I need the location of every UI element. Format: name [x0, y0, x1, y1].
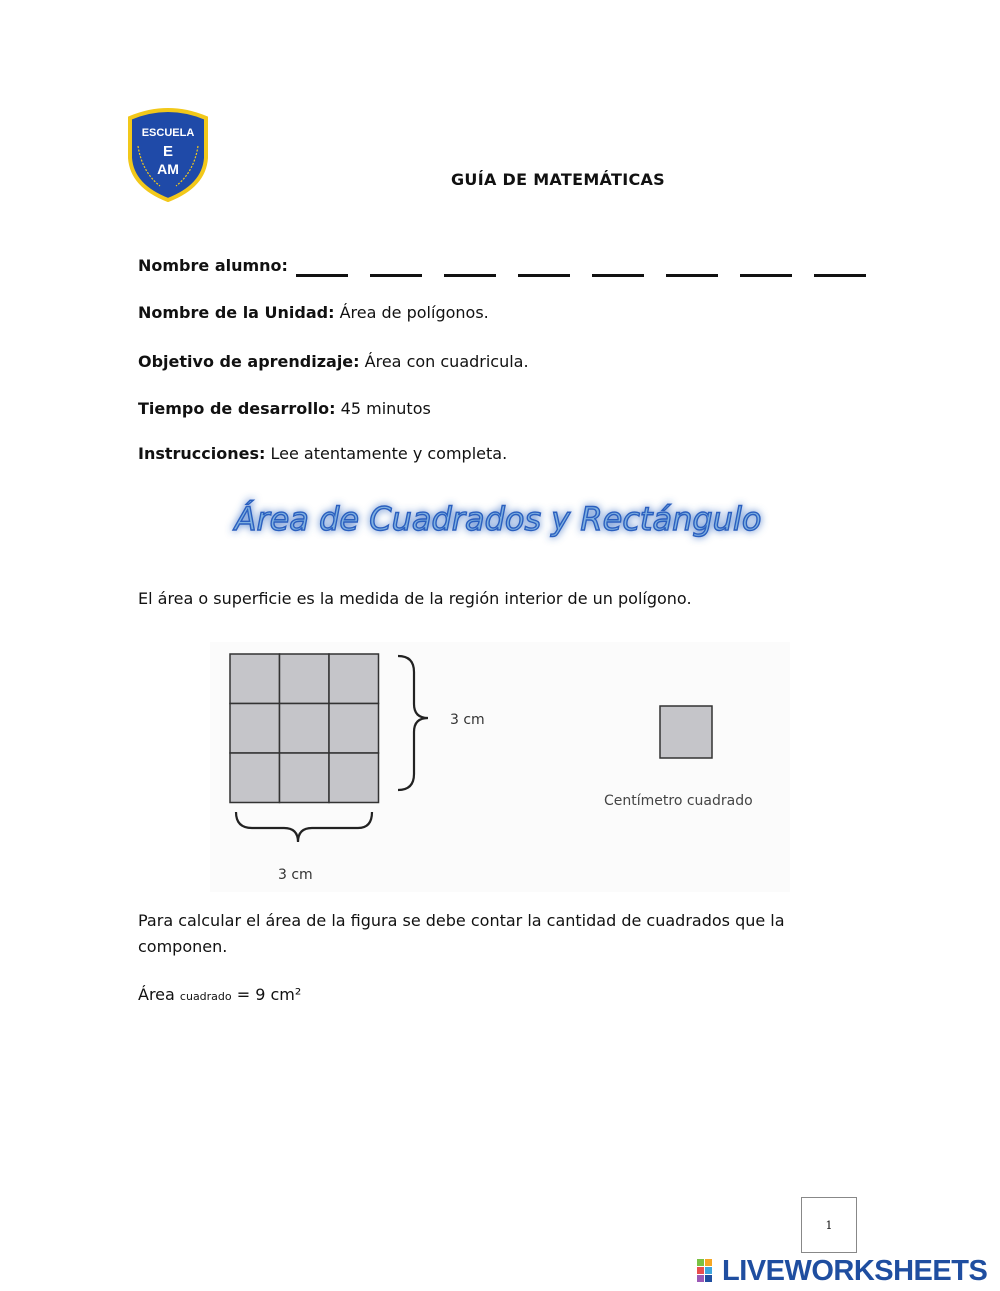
grid-cell	[230, 704, 280, 754]
name-blank[interactable]	[592, 258, 644, 277]
grid-cell	[230, 654, 280, 704]
grid-cell	[329, 654, 379, 704]
instructions-row	[138, 444, 507, 463]
student-name-blanks[interactable]	[296, 258, 866, 278]
unit-label: Centímetro cuadrado	[604, 793, 753, 809]
student-name-label	[138, 256, 288, 275]
objective-value: Área con cuadricula.	[364, 352, 529, 371]
banner-text: Área de Cuadrados y Rectángulo	[234, 500, 762, 538]
square-grid	[230, 654, 379, 803]
liveworksheets-logo[interactable]	[696, 1256, 987, 1286]
page-number-text: 1	[825, 1218, 833, 1232]
brand-text: LIVEWORKSHEETS	[722, 1254, 988, 1287]
name-blank[interactable]	[370, 258, 422, 277]
grid-cell	[230, 753, 280, 803]
unit-value: Área de polígonos.	[339, 303, 489, 322]
formula-prefix: Área	[138, 985, 175, 1004]
unit-row	[138, 303, 489, 322]
area-figure	[210, 642, 790, 892]
grid-cell	[280, 753, 330, 803]
time-value: 45 minutos	[340, 399, 431, 418]
height-brace	[398, 656, 428, 790]
explanation-text: Para calcular el área de la figura se debe contar la cantidad de cuadrados que la componen.	[138, 911, 785, 956]
unit-square	[660, 706, 712, 758]
page-number	[801, 1197, 857, 1253]
grid-cell	[329, 753, 379, 803]
section-banner	[0, 490, 1000, 550]
unit-label: Nombre de la Unidad:	[138, 303, 335, 322]
width-brace	[236, 812, 372, 842]
name-blank[interactable]	[296, 258, 348, 277]
formula-suffix: = 9 cm²	[231, 985, 302, 1004]
name-blank[interactable]	[666, 258, 718, 277]
name-blank[interactable]	[814, 258, 866, 277]
name-blank[interactable]	[518, 258, 570, 277]
objective-label: Objetivo de aprendizaje:	[138, 352, 360, 371]
name-blank[interactable]	[444, 258, 496, 277]
objective-row	[138, 352, 529, 371]
logo-line3: AM	[157, 161, 179, 177]
definition-text: El área o superficie es la medida de la región interior de un polígono.	[138, 589, 692, 608]
time-label: Tiempo de desarrollo:	[138, 399, 336, 418]
time-row	[138, 399, 431, 418]
name-blank[interactable]	[740, 258, 792, 277]
grid-cell	[329, 704, 379, 754]
instructions-value: Lee atentamente y completa.	[270, 444, 508, 463]
logo-line2: E	[162, 143, 174, 160]
instructions-label: Instrucciones:	[138, 444, 266, 463]
width-label: 3 cm	[278, 867, 313, 883]
formula-subscript: cuadrado	[179, 990, 232, 1003]
area-formula	[138, 985, 301, 1004]
logo-line1: ESCUELA	[141, 127, 195, 139]
student-label: Nombre alumno:	[138, 256, 288, 275]
page-title: GUÍA DE MATEMÁTICAS	[451, 170, 665, 189]
grid-cell	[280, 654, 330, 704]
grid-cell	[280, 704, 330, 754]
liveworksheets-icon	[696, 1258, 722, 1284]
height-label: 3 cm	[450, 712, 485, 728]
